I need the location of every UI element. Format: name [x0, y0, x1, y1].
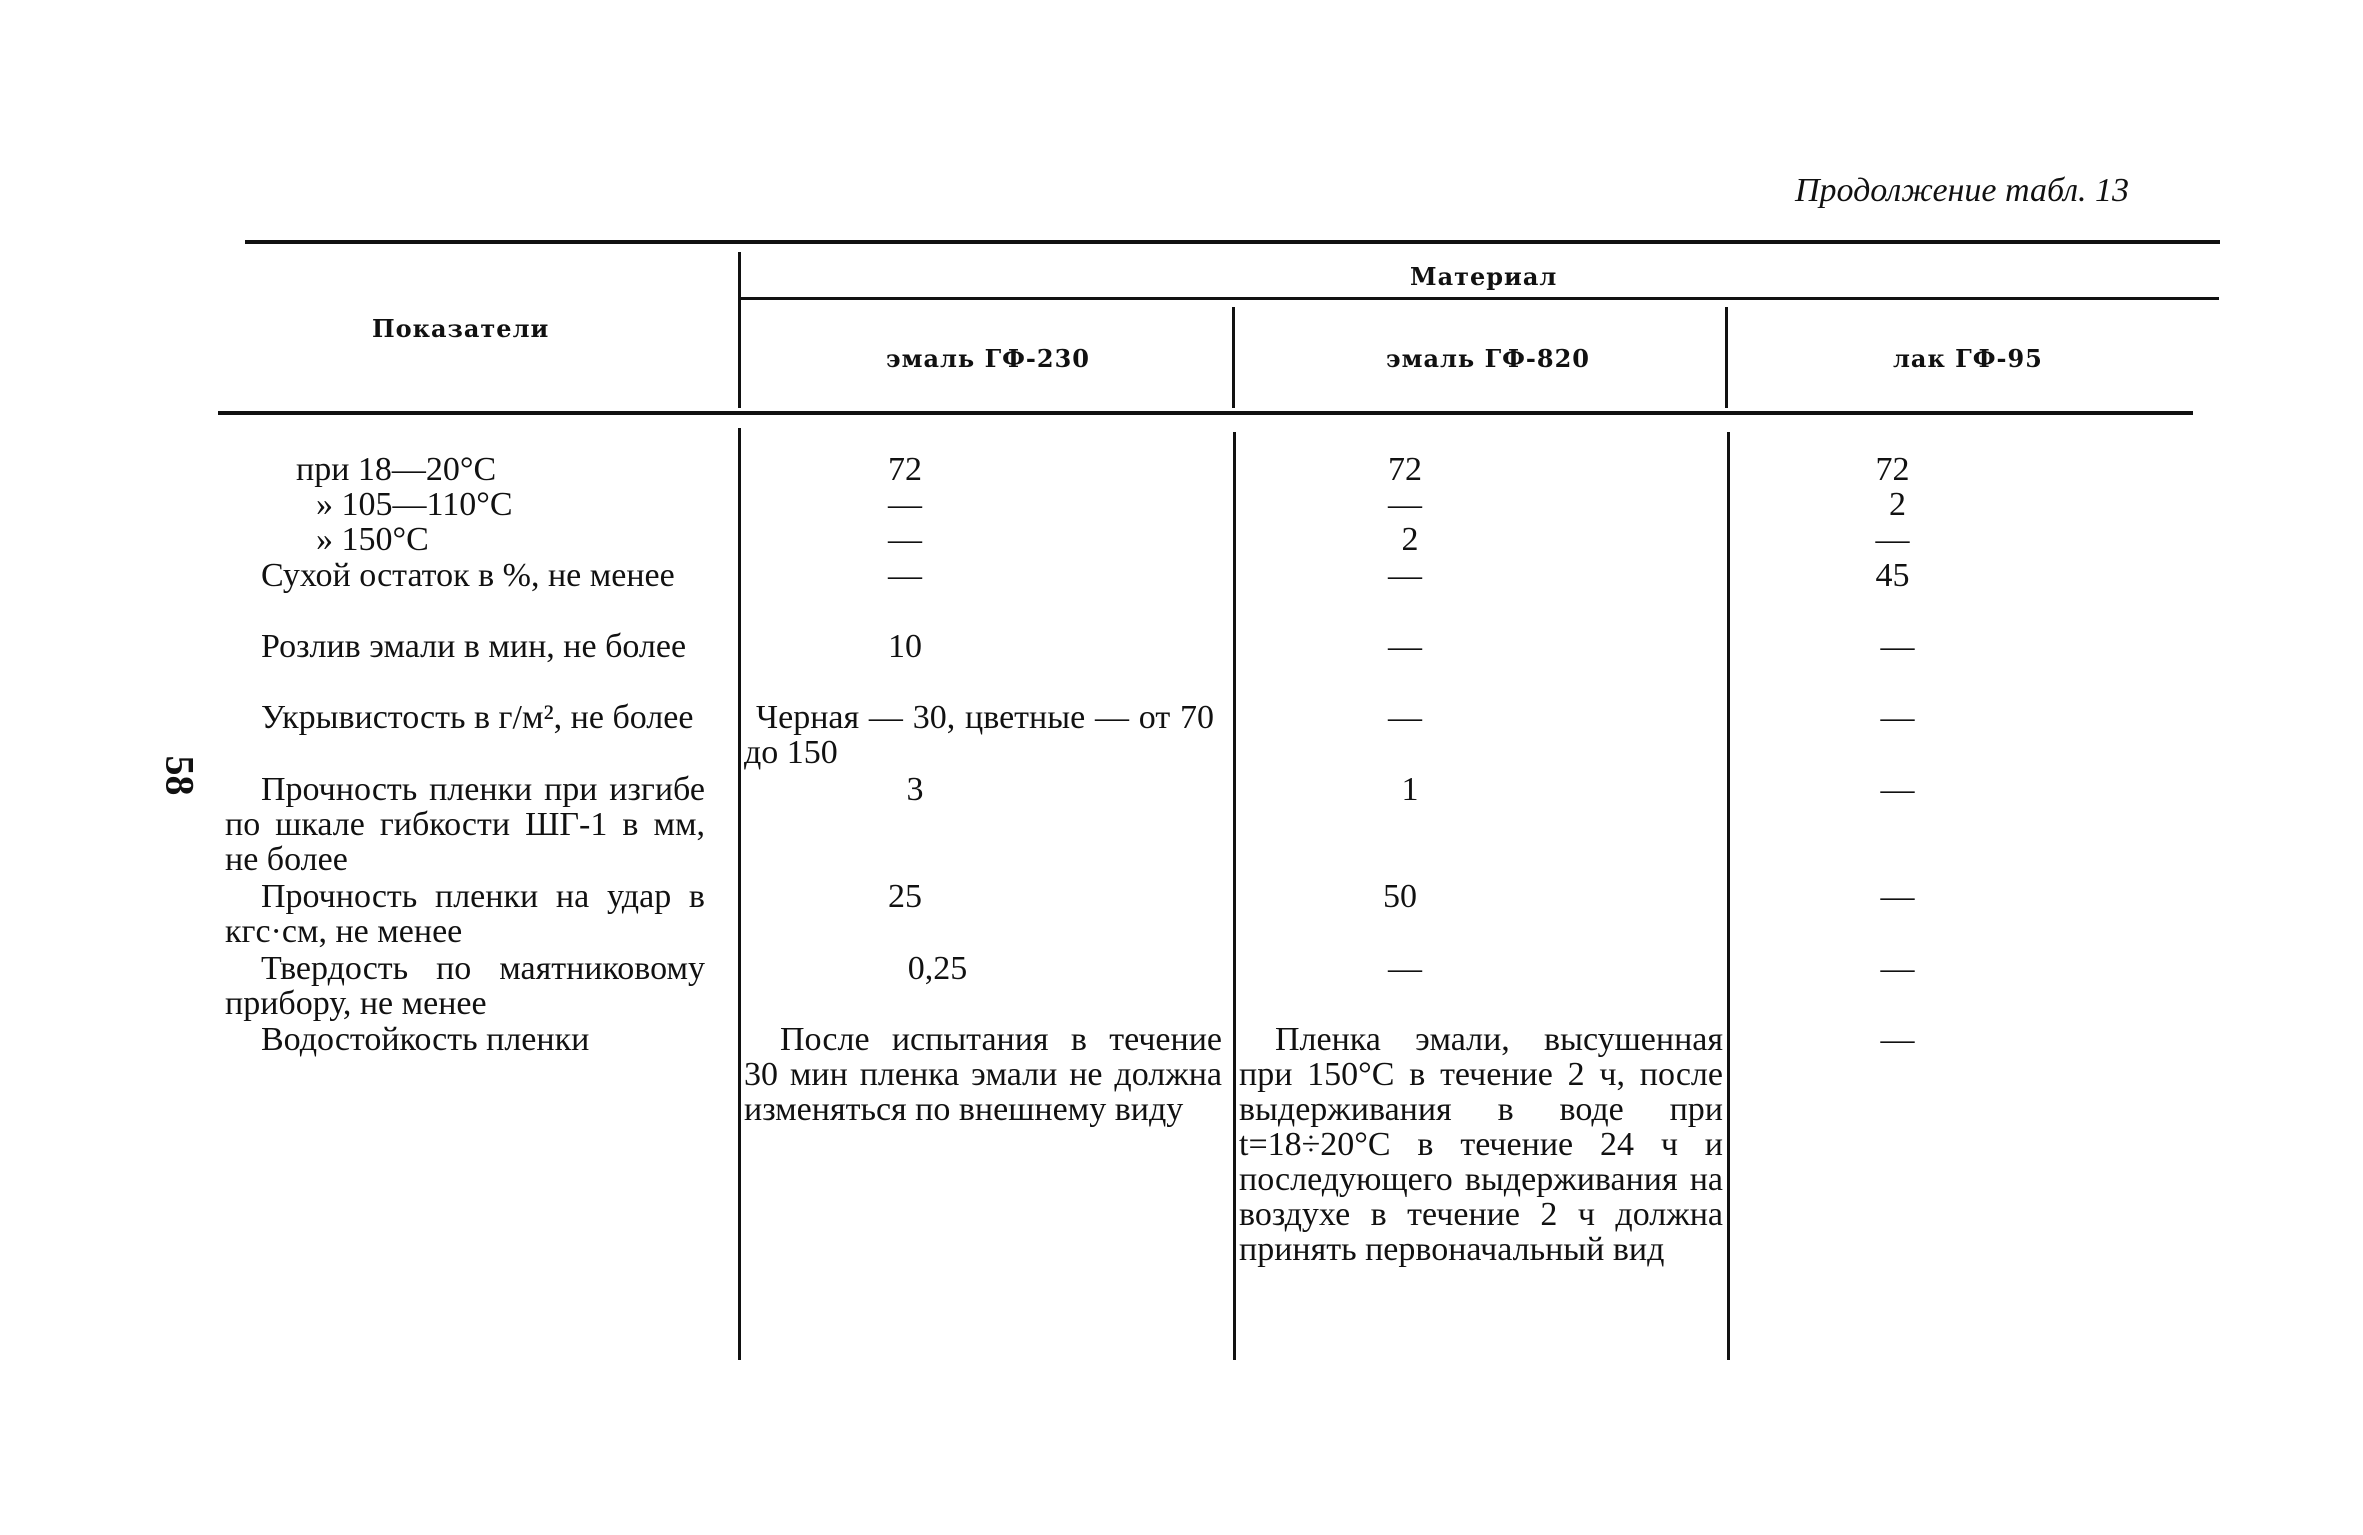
- column-divider-1-body: [738, 428, 741, 1360]
- table-top-rule: [245, 240, 2220, 244]
- column-divider-2-body: [1233, 432, 1236, 1360]
- header-material: Материал: [1410, 262, 1558, 291]
- cell-gf820: 50: [1383, 878, 1417, 915]
- row-label: » 150°С: [316, 521, 429, 558]
- cell-gf820: —: [1388, 486, 1422, 523]
- row-label: Твердость по маятниковому прибору, не менее: [225, 950, 705, 1022]
- cell-gf95: —: [1880, 950, 1915, 987]
- header-column-gf820: эмаль ГФ-820: [1386, 344, 1590, 373]
- cell-gf95: —: [1880, 628, 1915, 665]
- row-label: Сухой остаток в %, не менее: [261, 557, 675, 594]
- cell-gf230: Черная — 30, цветные — от 70 до 150: [744, 699, 1214, 771]
- column-divider-3-header: [1725, 307, 1728, 408]
- cell-gf95: —: [1880, 771, 1915, 808]
- cell-gf230: 3: [906, 771, 924, 808]
- column-divider-2-header: [1232, 307, 1235, 408]
- cell-gf820: 2: [1401, 521, 1419, 558]
- cell-gf230: После испытания в течение 30 мин пленка эмали не должна изменяться по внешнему виду: [744, 1021, 1222, 1128]
- cell-gf230: 0,25: [907, 950, 968, 987]
- cell-gf95: —: [1880, 1021, 1915, 1058]
- cell-gf820: Пленка эмали, высушенная при 150°С в течение 2 ч, после выдерживания в воде при t=18÷20°С в течение 24 ч и последующего выдерживания на воздухе в течение 2 ч должна принять первоначальный вид: [1239, 1021, 1723, 1268]
- cell-gf230: —: [888, 486, 922, 523]
- row-label: Водостойкость пленки: [261, 1021, 590, 1058]
- row-label: Прочность пленки при изгибе по шкале гибкости ШГ-1 в мм, не более: [225, 771, 705, 878]
- cell-gf820: 72: [1388, 451, 1422, 488]
- cell-gf230: 25: [888, 878, 922, 915]
- cell-gf230: 10: [888, 628, 922, 665]
- row-label: Розлив эмали в мин, не более: [261, 628, 687, 665]
- page-number: 58: [157, 755, 203, 796]
- cell-gf95: —: [1880, 878, 1915, 915]
- column-divider-1-header: [738, 252, 741, 408]
- table-caption: Продолжение табл. 13: [1795, 172, 2130, 209]
- cell-gf95: —: [1875, 521, 1910, 558]
- cell-gf230: —: [888, 557, 922, 594]
- header-column-gf230: эмаль ГФ-230: [886, 344, 1090, 373]
- header-column-gf95: лак ГФ-95: [1893, 344, 2043, 373]
- row-label: Прочность пленки на удар в кгс·см, не менее: [225, 878, 705, 950]
- cell-gf820: —: [1388, 699, 1422, 736]
- row-label: при 18—20°С: [296, 451, 497, 488]
- cell-gf95: 45: [1875, 557, 1910, 594]
- cell-gf95: 72: [1875, 451, 1910, 488]
- cell-gf820: —: [1388, 950, 1422, 987]
- cell-gf230: —: [888, 521, 922, 558]
- material-rule: [741, 297, 2219, 300]
- header-indicators: Показатели: [372, 314, 550, 343]
- column-divider-3-body: [1727, 432, 1730, 1360]
- cell-gf95: —: [1880, 699, 1915, 736]
- cell-gf820: —: [1388, 628, 1422, 665]
- row-label: Укрывистость в г/м², не более: [261, 699, 694, 736]
- cell-gf230: 72: [888, 451, 922, 488]
- cell-gf820: —: [1388, 557, 1422, 594]
- header-bottom-rule: [218, 411, 2193, 415]
- cell-gf820: 1: [1401, 771, 1419, 808]
- row-label: » 105—110°С: [316, 486, 513, 523]
- cell-gf95: 2: [1889, 486, 1906, 523]
